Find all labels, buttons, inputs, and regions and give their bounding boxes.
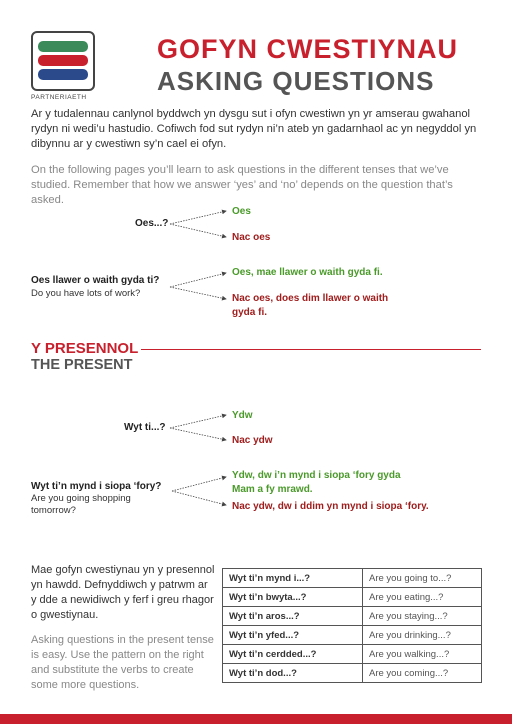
table-cell-welsh: Wyt ti’n bwyta...?: [223, 588, 363, 607]
table-cell-english: Are you going to...?: [363, 569, 482, 588]
example1-no: Nac oes: [232, 232, 271, 243]
table-row: [223, 607, 482, 626]
table-row: [223, 588, 482, 607]
intro-welsh: Ar y tudalennau canlynol byddwch yn dysgu sut i ofyn cwestiwn yn yr amserau gwahanol rydyn ni wedi’u hastudio. Cofiwch fod sut rydyn ni’n ateb yn gadarnhaol ac yn negyddol yn dibynnu ar y cwestiwn sy’n cael ei ofyn.: [31, 108, 477, 150]
logo-text: PARTNERIAETH: [31, 94, 87, 101]
example3-question: Wyt ti...?: [124, 422, 166, 433]
example4-yes-line1: Ydw, dw i’n mynd i siopa ‘fory gyda: [232, 470, 401, 481]
table-cell-welsh: Wyt ti’n aros...?: [223, 607, 363, 626]
example3-yes: Ydw: [232, 410, 253, 421]
section-heading-welsh: Y PRESENNOL: [31, 340, 139, 357]
title-welsh: GOFYN CWESTIYNAU: [157, 34, 459, 64]
example4-no: Nac ydw, dw i ddim yn mynd i siopa ‘fory.: [232, 501, 429, 512]
bottom-text-english: Asking questions in the present tense is easy. Use the pattern on the right and substitute the verbs to create some more questions.: [31, 634, 214, 691]
intro-english: On the following pages you’ll learn to ask questions in the different tenses that we’ve studied. Remember that how we answer ‘yes’ and ‘no’ depends on the question that’s asked.: [31, 164, 453, 206]
example2-question: Oes llawer o waith gyda ti?: [31, 275, 160, 286]
table-row: [223, 664, 482, 683]
table-cell-english: Are you walking...?: [363, 645, 482, 664]
table-cell-english: Are you eating...?: [363, 588, 482, 607]
example4-yes-line2: Mam a fy mrawd.: [232, 484, 313, 495]
table-row: [223, 569, 482, 588]
verb-pattern-table: [222, 568, 482, 683]
table-cell-english: Are you staying...?: [363, 607, 482, 626]
section-divider: [141, 349, 481, 350]
footer-bar: [0, 714, 512, 724]
example2-translation: Do you have lots of work?: [31, 288, 141, 299]
section-heading-english: THE PRESENT: [31, 357, 133, 373]
table-cell-welsh: Wyt ti’n mynd i...?: [223, 569, 363, 588]
table-row: [223, 645, 482, 664]
example4-question: Wyt ti’n mynd i siopa ‘fory?: [31, 481, 162, 492]
example2-yes: Oes, mae llawer o waith gyda fi.: [232, 267, 383, 278]
example3-no: Nac ydw: [232, 435, 273, 446]
table-cell-welsh: Wyt ti’n cerdded...?: [223, 645, 363, 664]
example4-translation-line2: tomorrow?: [31, 505, 76, 516]
example1-yes: Oes: [232, 206, 251, 217]
example4-translation-line1: Are you going shopping: [31, 493, 131, 504]
table-cell-welsh: Wyt ti’n yfed...?: [223, 626, 363, 645]
table-cell-english: Are you drinking...?: [363, 626, 482, 645]
example2-no-line2: gyda fi.: [232, 307, 268, 318]
bottom-text-welsh: Mae gofyn cwestiynau yn y presennol yn hawdd. Defnyddiwch y patrwm ar y dde a newidiwch y ferf i greu rhagor o gwestiynau.: [31, 564, 215, 621]
example1-question: Oes...?: [135, 218, 169, 229]
title-english: ASKING QUESTIONS: [157, 66, 435, 96]
table-row: [223, 626, 482, 645]
table-cell-welsh: Wyt ti’n dod...?: [223, 664, 363, 683]
example2-no-line1: Nac oes, does dim llawer o waith: [232, 293, 389, 304]
table-cell-english: Are you coming...?: [363, 664, 482, 683]
